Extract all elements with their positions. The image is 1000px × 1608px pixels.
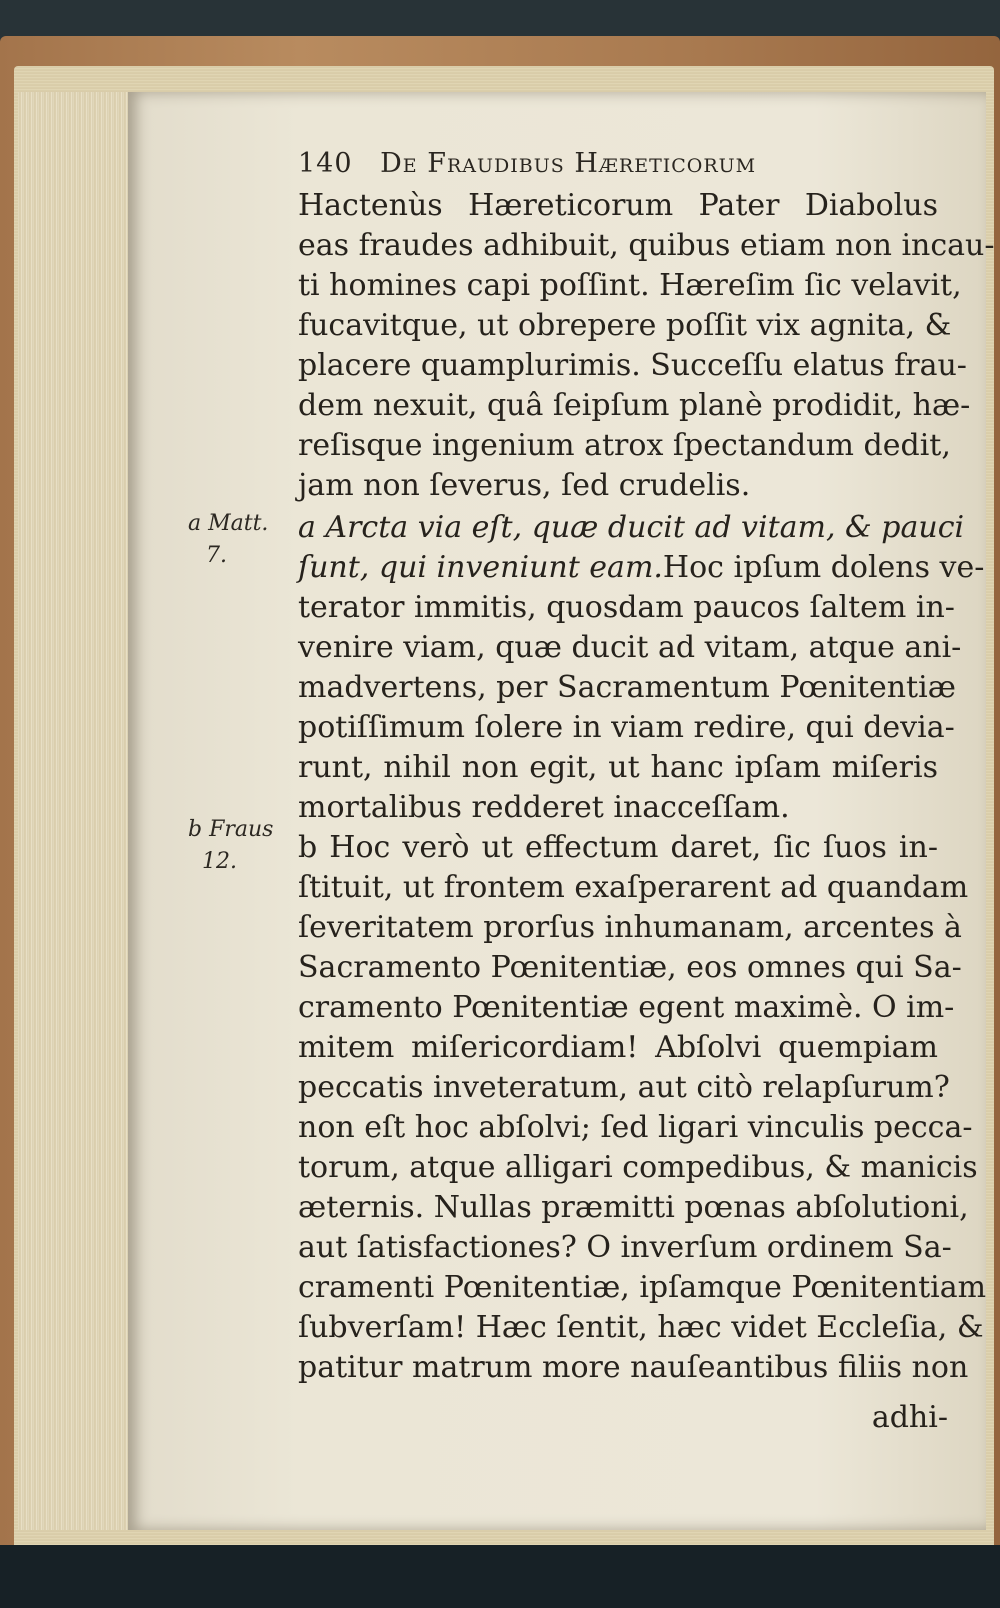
text-line: venire viam, quæ ducit ad vitam, atque ani- xyxy=(298,630,962,665)
text-line: madvertens, per Sacramentum Pœnitentiæ xyxy=(298,670,956,705)
text-line: ſtituit, ut frontem exaſperarent ad quandam xyxy=(298,870,969,905)
text-line: potiſſimum ſolere in viam redire, qui devia- xyxy=(298,710,955,745)
text-line: fucavitque, ut obrepere poſſit vix agnita, & xyxy=(298,308,952,343)
margin-note-fraus xyxy=(188,814,293,878)
text-line: dem nexuit, quâ ſeipſum planè prodidit, hæ- xyxy=(298,388,971,423)
text-line: Hactenùs Hæreticorum Pater Diabolus xyxy=(298,188,938,223)
scripture-quote-end: ſunt, qui inveniunt eam. xyxy=(298,550,663,585)
text-segment: Hoc ipſum dolens ve- xyxy=(662,550,985,585)
book-page xyxy=(128,92,995,1530)
background-top xyxy=(0,0,1000,40)
text-line: jam non ſeverus, ſed crudelis. xyxy=(298,468,751,503)
margin-note-line: 12. xyxy=(202,849,237,874)
text-line: placere quamplurimis. Succeſſu elatus frau- xyxy=(298,348,967,383)
margin-note-line: a Matt. xyxy=(188,511,269,536)
text-line: cramenti Pœnitentiæ, ipſamque Pœnitentiam xyxy=(298,1270,987,1305)
text-line: Sacramento Pœnitentiæ, eos omnes qui Sa- xyxy=(298,950,962,985)
text-line-mixed xyxy=(298,548,985,588)
text-line: runt, nihil non egit, ut hanc ipſam miſeris xyxy=(298,750,938,785)
text-line: aut ſatisfactiones? O inverſum ordinem Sa- xyxy=(298,1230,952,1265)
text-line: ſubverſam! Hæc ſentit, hæc videt Eccleſia, & xyxy=(298,1310,984,1345)
text-line: torum, atque alligari compedibus, & manicis xyxy=(298,1150,978,1185)
scripture-quote-line: a Arcta via eſt, quæ ducit ad vitam, & pauci xyxy=(298,510,965,545)
running-title: De Fraudibus Hæreticorum xyxy=(380,148,757,179)
text-line: eas fraudes adhibuit, quibus etiam non incau- xyxy=(298,228,995,263)
text-line: cramento Pœnitentiæ egent maximè. O im- xyxy=(298,990,955,1025)
text-line: ti homines capi poſſint. Hæreſim ſic velavit, xyxy=(298,268,962,303)
text-line: terator immitis, quosdam paucos ſaltem in- xyxy=(298,590,955,625)
catchword: adhi- xyxy=(871,1400,948,1435)
text-line: mortalibus redderet inacceſſam. xyxy=(298,790,790,825)
margin-note-line: b Fraus xyxy=(188,817,274,842)
left-page-edges xyxy=(18,92,132,1530)
text-line: b Hoc verò ut effectum daret, ſic ſuos in- xyxy=(298,830,938,865)
text-line: mitem miſericordiam! Abſolvi quempiam xyxy=(298,1030,938,1065)
margin-note-line: 7. xyxy=(206,543,227,568)
text-line: reſisque ingenium atrox ſpectandum dedit, xyxy=(298,428,951,463)
margin-note-matt xyxy=(188,508,293,572)
text-line: patitur matrum more nauſeantibus filiis non xyxy=(298,1350,969,1385)
background-bottom xyxy=(0,1545,1000,1608)
page-number: 140 xyxy=(298,148,353,179)
text-line: æternis. Nullas præmitti pœnas abſolutioni, xyxy=(298,1190,969,1225)
text-line: peccatis inveteratum, aut citò relapſurum? xyxy=(298,1070,950,1105)
text-line: non eſt hoc abſolvi; ſed ligari vinculis pecca- xyxy=(298,1110,973,1145)
text-line: ſeveritatem prorſus inhumanam, arcentes à xyxy=(298,910,962,945)
